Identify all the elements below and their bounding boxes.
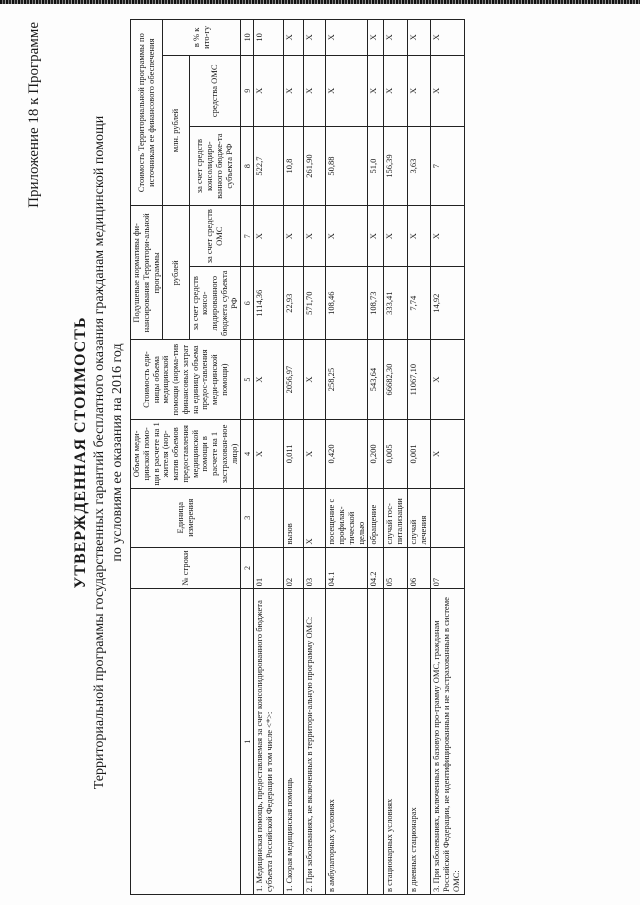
- row-cost-pct: X: [408, 20, 431, 56]
- column-number-cell: 1: [241, 589, 254, 895]
- row-pc-oms: X: [304, 206, 326, 267]
- row-label: в амбулаторных условиях: [326, 589, 368, 895]
- header-volume: Объем меди-цинской помо-щи в расчете на 1 жителя (нор-матив объемов предоставления медицинской помощи в расчете на 1 застрахован-ное лицо): [131, 419, 241, 488]
- row-label: 2. При заболеваниях, не включенных в территори-альную программу ОМС:: [304, 589, 326, 895]
- column-number-cell: 10: [241, 20, 254, 56]
- row-volume: 0,420: [326, 419, 368, 488]
- row-label: 3. При заболеваниях, включенных в базовую про-грамму ОМС, гражданам Российской Федерации, не идентифицированным и не застрахованным в системе ОМС:: [431, 589, 465, 895]
- row-unit-cost: 66682,30: [384, 340, 408, 420]
- row-unit-cost: X: [431, 340, 465, 420]
- header-cost-pct: в % к ито-гу: [163, 20, 241, 56]
- row-number: 07: [431, 547, 465, 589]
- header-unit: Единица измерения: [131, 488, 241, 547]
- row-pc-oms: X: [384, 206, 408, 267]
- column-number-cell: 7: [241, 206, 254, 267]
- row-cost-budget: 10,8: [284, 126, 304, 206]
- row-number: 04.1: [326, 547, 368, 589]
- row-cost-oms: X: [284, 55, 304, 126]
- row-label: в стационарных условиях: [384, 589, 408, 895]
- row-volume: 0,200: [368, 419, 384, 488]
- row-cost-budget: 156,39: [384, 126, 408, 206]
- row-pc-budget: 22,93: [284, 267, 304, 340]
- row-unit: случай гос-питализации: [384, 488, 408, 547]
- row-cost-pct: 10: [254, 20, 284, 56]
- row-pc-oms: X: [408, 206, 431, 267]
- header-unit-cost: Стоимость еди-ницы объема медицинской помощи (норма-тив финансовых затрат на единицу объема предос-тавления меди-цинской помощи): [131, 340, 241, 420]
- column-number-cell: 8: [241, 126, 254, 206]
- row-pc-budget: 7,74: [408, 267, 431, 340]
- row-number: 02: [284, 547, 304, 589]
- row-cost-oms: X: [408, 55, 431, 126]
- row-volume: 0,001: [408, 419, 431, 488]
- column-number-row: [241, 20, 254, 895]
- header-row-no: № строки: [131, 547, 241, 589]
- table-row: [326, 20, 368, 895]
- row-number: 06: [408, 547, 431, 589]
- row-volume: X: [254, 419, 284, 488]
- row-cost-oms: X: [326, 55, 368, 126]
- header-per-capita: Подушевые нормативы фи-нансирования Территори-альной программы: [131, 206, 163, 340]
- row-cost-pct: X: [284, 20, 304, 56]
- table-row: [304, 20, 326, 895]
- row-unit: посещение с профилак-тической целью: [326, 488, 368, 547]
- row-cost-budget: 261,90: [304, 126, 326, 206]
- row-unit-cost: 258,25: [326, 340, 368, 420]
- document-subtitle-line1: Территориальной программы государственных гарантий бесплатного оказания гражданам медицинской помощи: [92, 115, 107, 790]
- row-pc-budget: 14,92: [431, 267, 465, 340]
- column-number-cell: 2: [241, 547, 254, 589]
- document-title: УТВЕРЖДЕННАЯ СТОИМОСТЬ: [72, 316, 89, 589]
- header-cost-budget: за счет средств консолидиро-ванного бюдже-та субъекта РФ: [189, 126, 241, 206]
- row-pc-budget: 108,73: [368, 267, 384, 340]
- row-cost-oms: X: [254, 55, 284, 126]
- row-cost-oms: X: [384, 55, 408, 126]
- column-number-cell: 9: [241, 55, 254, 126]
- row-pc-oms: X: [368, 206, 384, 267]
- column-number-cell: 5: [241, 340, 254, 420]
- row-unit: [254, 488, 284, 547]
- row-unit: случай лечения: [408, 488, 431, 547]
- row-pc-oms: X: [284, 206, 304, 267]
- row-unit-cost: X: [304, 340, 326, 420]
- row-cost-oms: X: [304, 55, 326, 126]
- row-cost-oms: X: [368, 55, 384, 126]
- row-pc-oms: X: [431, 206, 465, 267]
- column-number-cell: 6: [241, 267, 254, 340]
- header-pc-budget: за счет средств консо-лидированного бюджета субъекта РФ: [189, 267, 241, 340]
- row-cost-pct: X: [384, 20, 408, 56]
- row-pc-budget: 108,46: [326, 267, 368, 340]
- column-number-cell: 4: [241, 419, 254, 488]
- row-unit-cost: 2056,97: [284, 340, 304, 420]
- table-row: [284, 20, 304, 895]
- row-unit: [431, 488, 465, 547]
- header-cost: Стоимость Территориальной программы по источникам ее финансового обеспечения: [131, 20, 163, 206]
- row-label: в дневных стационарах: [408, 589, 431, 895]
- row-cost-budget: 7: [431, 126, 465, 206]
- row-pc-oms: X: [326, 206, 368, 267]
- row-cost-budget: 3,63: [408, 126, 431, 206]
- row-cost-pct: X: [326, 20, 368, 56]
- row-cost-pct: X: [304, 20, 326, 56]
- header-cost-oms: средства ОМС: [189, 55, 241, 126]
- column-number-cell: 3: [241, 488, 254, 547]
- table-row: [368, 20, 384, 895]
- row-cost-budget: 51,0: [368, 126, 384, 206]
- row-unit: X: [304, 488, 326, 547]
- row-volume: X: [431, 419, 465, 488]
- row-unit-cost: X: [254, 340, 284, 420]
- row-cost-oms: X: [431, 55, 465, 126]
- row-volume: 0,011: [284, 419, 304, 488]
- row-cost-pct: X: [431, 20, 465, 56]
- row-number: 05: [384, 547, 408, 589]
- header-cost-unit: млн. рублей: [163, 55, 189, 206]
- table-row: [384, 20, 408, 895]
- header-name: [131, 589, 241, 895]
- table-row: [408, 20, 431, 895]
- row-number: 03: [304, 547, 326, 589]
- row-pc-budget: 571,70: [304, 267, 326, 340]
- table-body: [254, 20, 465, 895]
- row-number: 04.2: [368, 547, 384, 589]
- row-label: 1. Медицинская помощь, предоставляемая за счет консолидированного бюджета субъекта Российской Федерации в том числе <*>:: [254, 589, 284, 895]
- row-volume: X: [304, 419, 326, 488]
- row-unit-cost: 11067,10: [408, 340, 431, 420]
- appendix-label: Приложение 18 к Программе: [26, 22, 42, 208]
- row-pc-oms: X: [254, 206, 284, 267]
- row-cost-budget: 50,88: [326, 126, 368, 206]
- row-cost-budget: 522,7: [254, 126, 284, 206]
- table-row: [431, 20, 465, 895]
- cost-table: [130, 19, 465, 895]
- row-unit-cost: 543,64: [368, 340, 384, 420]
- row-label: [368, 589, 384, 895]
- table-row: [254, 20, 284, 895]
- row-number: 01: [254, 547, 284, 589]
- header-per-capita-unit: рублей: [163, 206, 189, 340]
- row-cost-pct: X: [368, 20, 384, 56]
- header-pc-oms: за счет средств ОМС: [189, 206, 241, 267]
- row-label: 1. Скорая медицинская помощь: [284, 589, 304, 895]
- row-unit: вызов: [284, 488, 304, 547]
- row-unit: обращение: [368, 488, 384, 547]
- row-pc-budget: 333,41: [384, 267, 408, 340]
- row-pc-budget: 1114,36: [254, 267, 284, 340]
- row-volume: 0,005: [384, 419, 408, 488]
- document-subtitle-line2: по условиям ее оказания на 2016 год: [110, 343, 125, 562]
